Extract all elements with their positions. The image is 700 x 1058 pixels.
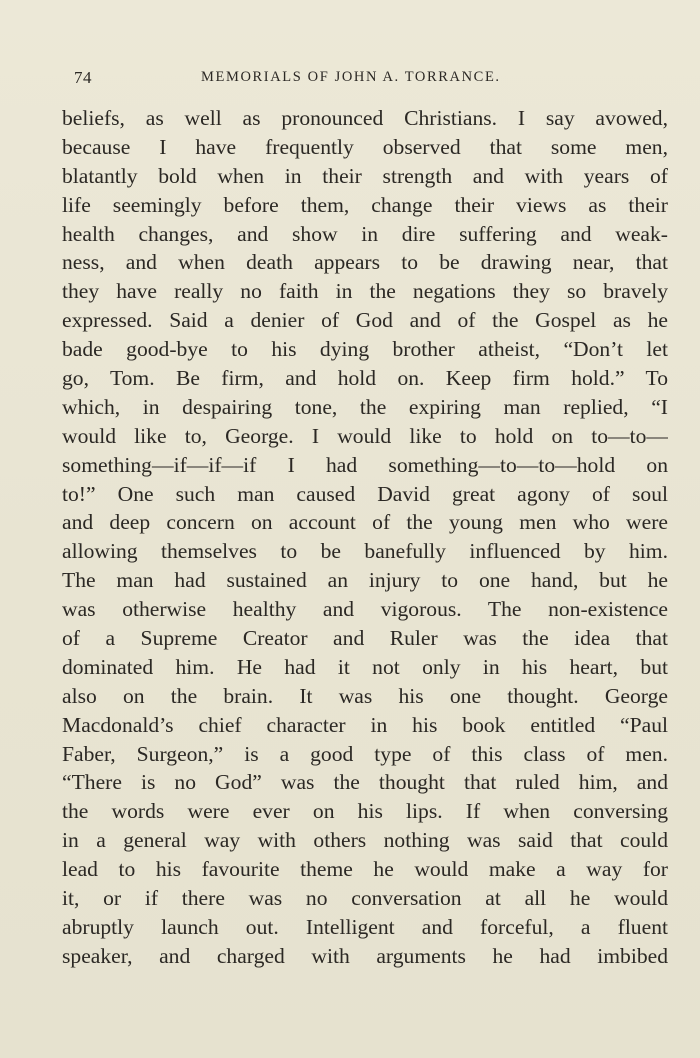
text-line: blatantly bold when in their strength and with years of: [62, 163, 668, 188]
text-line: allowing themselves to be banefully influenced by him.: [62, 539, 668, 564]
text-line: expressed. Said a denier of God and of the Gospel as he: [62, 308, 668, 333]
text-line: dominated him. He had it not only in his heart, but: [62, 654, 668, 679]
text-line: in a general way with others nothing was said that could: [62, 828, 668, 853]
text-line: and deep concern on account of the young men who were: [62, 510, 668, 535]
text-line: the words were ever on his lips. If when conversing: [62, 799, 668, 824]
text-line: was otherwise healthy and vigorous. The non-existence: [62, 597, 668, 622]
text-line: ness, and when death appears to be drawing near, that: [62, 250, 668, 275]
text-line: beliefs, as well as pronounced Christians. I say avowed,: [62, 106, 668, 130]
text-line: would like to, George. I would like to hold on to—to—: [62, 423, 668, 448]
text-line: speaker, and charged with arguments he had imbibed: [62, 943, 668, 968]
page-number: 74: [74, 68, 92, 87]
text-line: something—if—if—if I had something—to—to—hold on: [62, 452, 668, 477]
text-line: to!” One such man caused David great agony of soul: [62, 481, 668, 506]
text-line: Macdonald’s chief character in his book entitled “Paul: [62, 712, 668, 737]
text-line: “There is no God” was the thought that ruled him, and: [62, 770, 668, 795]
text-line: abruptly launch out. Intelligent and forceful, a fluent: [62, 914, 668, 939]
text-line: health changes, and show in dire suffering and weak-: [62, 221, 668, 246]
text-line: Faber, Surgeon,” is a good type of this class of men.: [62, 741, 668, 766]
text-line: bade good-bye to his dying brother atheist, “Don’t let: [62, 337, 668, 362]
text-line: because I have frequently observed that some men,: [62, 134, 668, 159]
text-line: of a Supreme Creator and Ruler was the idea that: [62, 626, 668, 651]
text-line: go, Tom. Be firm, and hold on. Keep firm hold.” To: [62, 366, 668, 391]
text-line: it, or if there was no conversation at all he would: [62, 886, 668, 911]
text-line: also on the brain. It was his one thought. George: [62, 683, 668, 708]
running-head: [74, 68, 668, 92]
text-line: they have really no faith in the negations they so bravely: [62, 279, 668, 304]
text-line: The man had sustained an injury to one hand, but he: [62, 568, 668, 593]
text-line: life seemingly before them, change their views as their: [62, 192, 668, 217]
running-title: MEMORIALS OF JOHN A. TORRANCE.: [201, 69, 501, 85]
body-text: [62, 104, 668, 971]
text-line: which, in despairing tone, the expiring man replied, “I: [62, 394, 668, 419]
text-line: lead to his favourite theme he would make a way for: [62, 857, 668, 882]
